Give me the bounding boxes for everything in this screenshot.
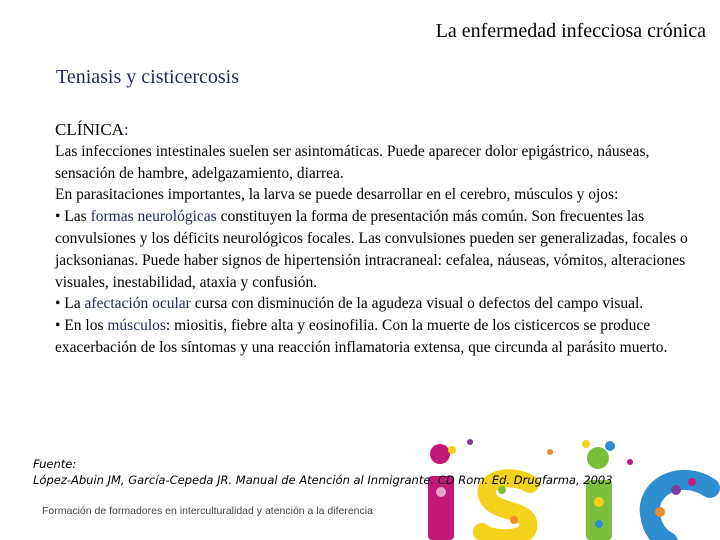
bullet-muscles-pre: • En los xyxy=(55,317,108,335)
bullet-ocular-pre: • La xyxy=(55,295,85,313)
bullet-neurological-text: constituyen la forma de presentación más común. Son frecuentes las convulsiones y los déficits neurológicos focales. Las convulsiones pueden ser generalizadas, focales o jacksonianas. Puede haber signos de hipertensión intracraneal: cefalea, náuseas, vómitos, alteraciones visuales, inestabilidad, ataxia y confusión. xyxy=(55,208,688,291)
paragraph-intestinal: Las infecciones intestinales suelen ser asintomáticas. Puede aparecer dolor epigástrico, náuseas, sensación de hambre, adelgazamiento, diarrea. xyxy=(55,142,650,182)
bullet-neurological xyxy=(55,206,703,293)
slide-body xyxy=(55,119,703,359)
bullet-muscles-highlight: músculos xyxy=(107,317,166,335)
slide-header-title: La enfermedad infecciosa crónica xyxy=(435,20,706,42)
source-citation xyxy=(33,456,613,488)
bullet-neurological-highlight: formas neurológicas xyxy=(90,208,217,226)
clinica-label: CLÍNICA xyxy=(55,120,124,139)
bullet-neurological-pre: • Las xyxy=(55,208,91,226)
bullet-ocular xyxy=(55,293,703,315)
bullet-muscles-text: : miositis, fiebre alta y eosinofilia. Con la muerte de los cisticercos se produce exacerbación de los síntomas y una reacción inflamatoria extensa, que circunda al parásito muerto. xyxy=(55,317,668,356)
clinica-heading xyxy=(55,119,703,141)
source-label: Fuente: xyxy=(33,457,77,471)
clinica-colon: : xyxy=(123,120,129,139)
bullet-ocular-text: cursa con disminución de la agudeza visual o defectos del campo visual. xyxy=(190,295,644,313)
bullet-ocular-highlight: afectación ocular xyxy=(84,295,191,313)
footer-text: Formación de formadores en interculturalidad y atención a la diferencia xyxy=(42,505,373,517)
source-reference: López-Abuin JM, García-Cepeda JR. Manual de Atención al Inmigrante. CD Rom. Ed. Drugfarma, 2003 xyxy=(33,473,613,487)
paragraph-larva: En parasitaciones importantes, la larva se puede desarrollar en el cerebro, músculos y ojos: xyxy=(55,186,619,204)
slide-title: Teniasis y cisticercosis xyxy=(56,66,239,88)
bullet-muscles xyxy=(55,315,703,359)
